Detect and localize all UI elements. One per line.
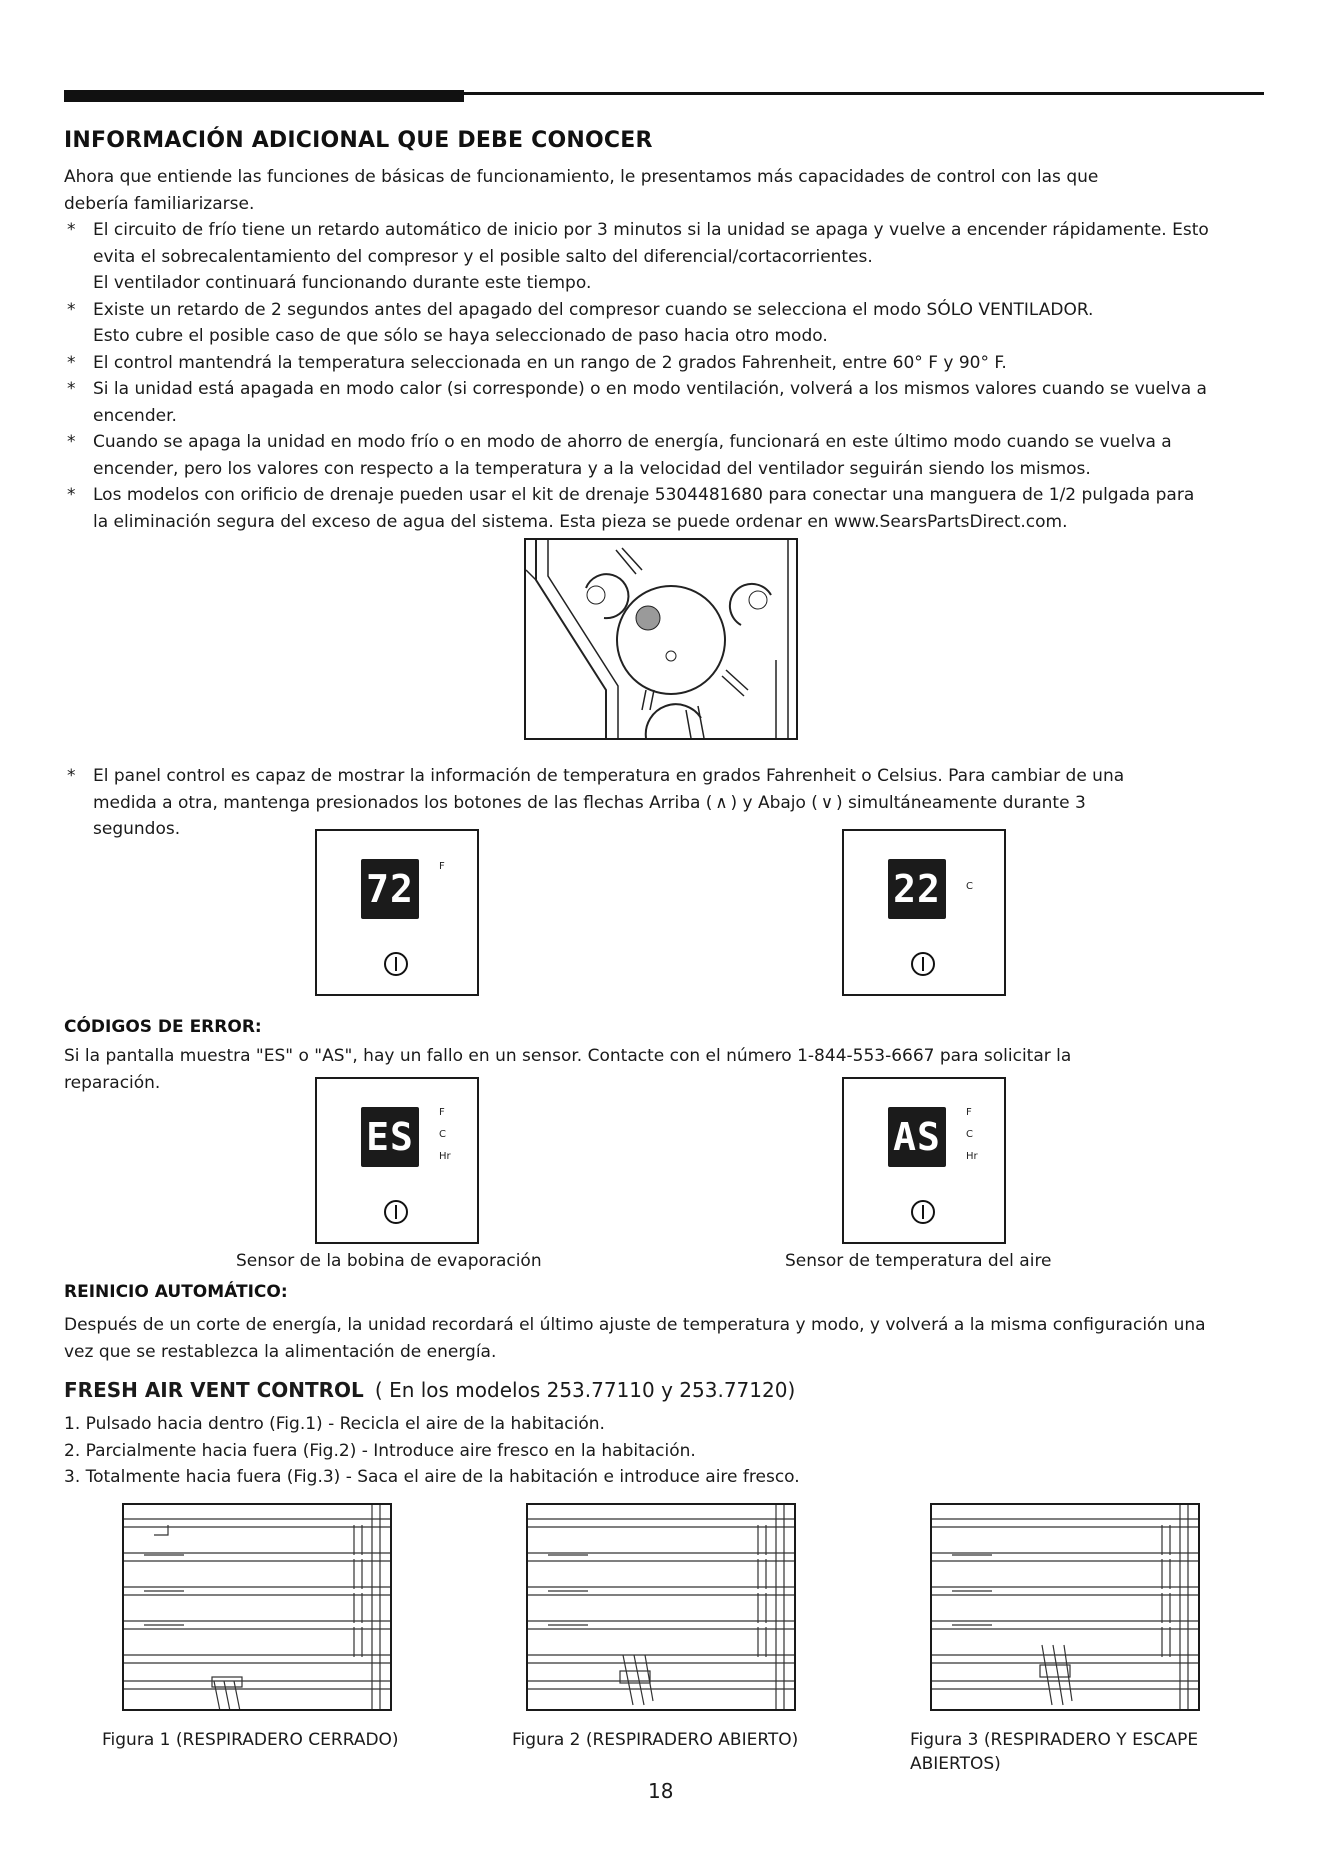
vent-control-title: FRESH AIR VENT CONTROL bbox=[64, 1378, 364, 1402]
figure-3-caption: Figura 3 (RESPIRADERO Y ESCAPE ABIERTOS) bbox=[910, 1730, 1199, 1774]
down-arrow-icon: ∨ bbox=[820, 792, 834, 813]
auto-restart-text: Después de un corte de energía, la unidad recordará el último ajuste de temperatura y modo, y volverá a la misma configuración una vez que se restablezca la alimentación de energía. bbox=[64, 1315, 1206, 1362]
section-title: INFORMACIÓN ADICIONAL QUE DEBE CONOCER bbox=[64, 128, 653, 153]
power-icon bbox=[908, 1197, 938, 1227]
bullet-item: * El control mantendrá la temperatura seleccionada en un rango de 2 grados Fahrenheit, entre 60° F y 90° F. bbox=[67, 352, 1007, 373]
up-arrow-icon: ∧ bbox=[715, 792, 728, 813]
unit-label: Hr bbox=[966, 1151, 978, 1162]
power-icon bbox=[381, 949, 411, 979]
vent-steps-list bbox=[64, 1411, 1164, 1491]
vent-control-heading bbox=[64, 1378, 795, 1402]
bullet-item-continuation: El ventilador continuará funcionando durante este tiempo. bbox=[93, 273, 592, 293]
unit-label: C bbox=[966, 1129, 973, 1140]
error-code-readout: ES bbox=[361, 1107, 419, 1167]
error-codes-heading: CÓDIGOS DE ERROR: bbox=[64, 1017, 262, 1037]
auto-restart-heading: REINICIO AUTOMÁTICO: bbox=[64, 1282, 288, 1302]
figure-1-caption: Figura 1 (RESPIRADERO CERRADO) bbox=[102, 1730, 399, 1750]
bullet-list bbox=[64, 217, 1214, 535]
unit-label: F bbox=[439, 861, 445, 872]
vent-step: 2. Parcialmente hacia fuera (Fig.2) - Introduce aire fresco en la habitación. bbox=[64, 1440, 696, 1461]
bullet-item: * El circuito de frío tiene un retardo automático de inicio por 3 minutos si la unidad se apaga y vuelve a encender rápidamente. Esto evita el sobrecalentamiento del compresor y el posible salto del diferencial/cortacorrientes. bbox=[67, 220, 1209, 267]
top-rule-bold bbox=[64, 90, 464, 102]
vent-step: 1. Pulsado hacia dentro (Fig.1) - Recicla el aire de la habitación. bbox=[64, 1414, 605, 1434]
error-code-readout: AS bbox=[888, 1107, 946, 1167]
power-icon bbox=[381, 1197, 411, 1227]
figure-2-caption: Figura 2 (RESPIRADERO ABIERTO) bbox=[512, 1730, 799, 1750]
bullet-item-continuation: Esto cubre el posible caso de que sólo se haya seleccionado de paso hacia otro modo. bbox=[93, 326, 828, 346]
unit-label: Hr bbox=[439, 1151, 451, 1162]
vent-step: 3. Totalmente hacia fuera (Fig.3) - Saca el aire de la habitación e introduce aire fresco. bbox=[64, 1467, 800, 1487]
vent-figure-closed bbox=[122, 1503, 392, 1711]
display-units-bullet: * El panel control es capaz de mostrar la información de temperatura en grados Fahrenheit o Celsius. Para cambiar de una medida a otra, mantenga presionados los botones de las flechas Arriba ( ∧ ) y Abajo ( ∨ ) simultáneamente durante 3 segundos. bbox=[67, 766, 1125, 839]
unit-label: F bbox=[966, 1107, 972, 1118]
unit-label: C bbox=[439, 1129, 446, 1140]
es-panel-caption: Sensor de la bobina de evaporación bbox=[236, 1251, 542, 1271]
drain-port-illustration bbox=[524, 538, 798, 740]
display-panel-as-error bbox=[842, 1077, 1006, 1244]
temperature-readout: 22 bbox=[888, 859, 946, 919]
bullet-item: * Los modelos con orificio de drenaje pueden usar el kit de drenaje 5304481680 para conectar una manguera de 1/2 pulgada para la eliminación segura del exceso de agua del sistema. Esta pieza se puede ordenar en www.SearsPartsDirect.com. bbox=[67, 485, 1195, 532]
error-codes-text: Si la pantalla muestra "ES" o "AS", hay un fallo en un sensor. Contacte con el número 1-844-553-6667 para solicitar la reparación. bbox=[64, 1046, 1072, 1093]
display-panel-es-error bbox=[315, 1077, 479, 1244]
bullet-item: * Si la unidad está apagada en modo calor (si corresponde) o en modo ventilación, volverá a los mismos valores cuando se vuelva a encender. bbox=[67, 379, 1207, 426]
power-icon bbox=[908, 949, 938, 979]
vent-figure-open bbox=[526, 1503, 796, 1711]
vent-figure-vent-and-exhaust-open bbox=[930, 1503, 1200, 1711]
display-panel-fahrenheit bbox=[315, 829, 479, 996]
intro-paragraph: Ahora que entiende las funciones de básicas de funcionamiento, le presentamos más capacidades de control con las que debería familiarizarse. bbox=[64, 167, 1099, 214]
bullet-item: * Cuando se apaga la unidad en modo frío o en modo de ahorro de energía, funcionará en este último modo cuando se vuelva a encender, pero los valores con respecto a la temperatura y a la velocidad del ventilador seguirán siendo los mismos. bbox=[67, 432, 1172, 479]
as-panel-caption: Sensor de temperatura del aire bbox=[785, 1251, 1052, 1271]
page-number: 18 bbox=[648, 1779, 674, 1803]
temperature-readout: 72 bbox=[361, 859, 419, 919]
bullet-item: * Existe un retardo de 2 segundos antes del apagado del compresor cuando se selecciona el modo SÓLO VENTILADOR. bbox=[67, 299, 1094, 320]
unit-label: F bbox=[439, 1107, 445, 1118]
display-panel-celsius bbox=[842, 829, 1006, 996]
vent-control-models: ( En los modelos 253.77110 y 253.77120) bbox=[374, 1378, 796, 1402]
unit-label: C bbox=[966, 881, 973, 892]
